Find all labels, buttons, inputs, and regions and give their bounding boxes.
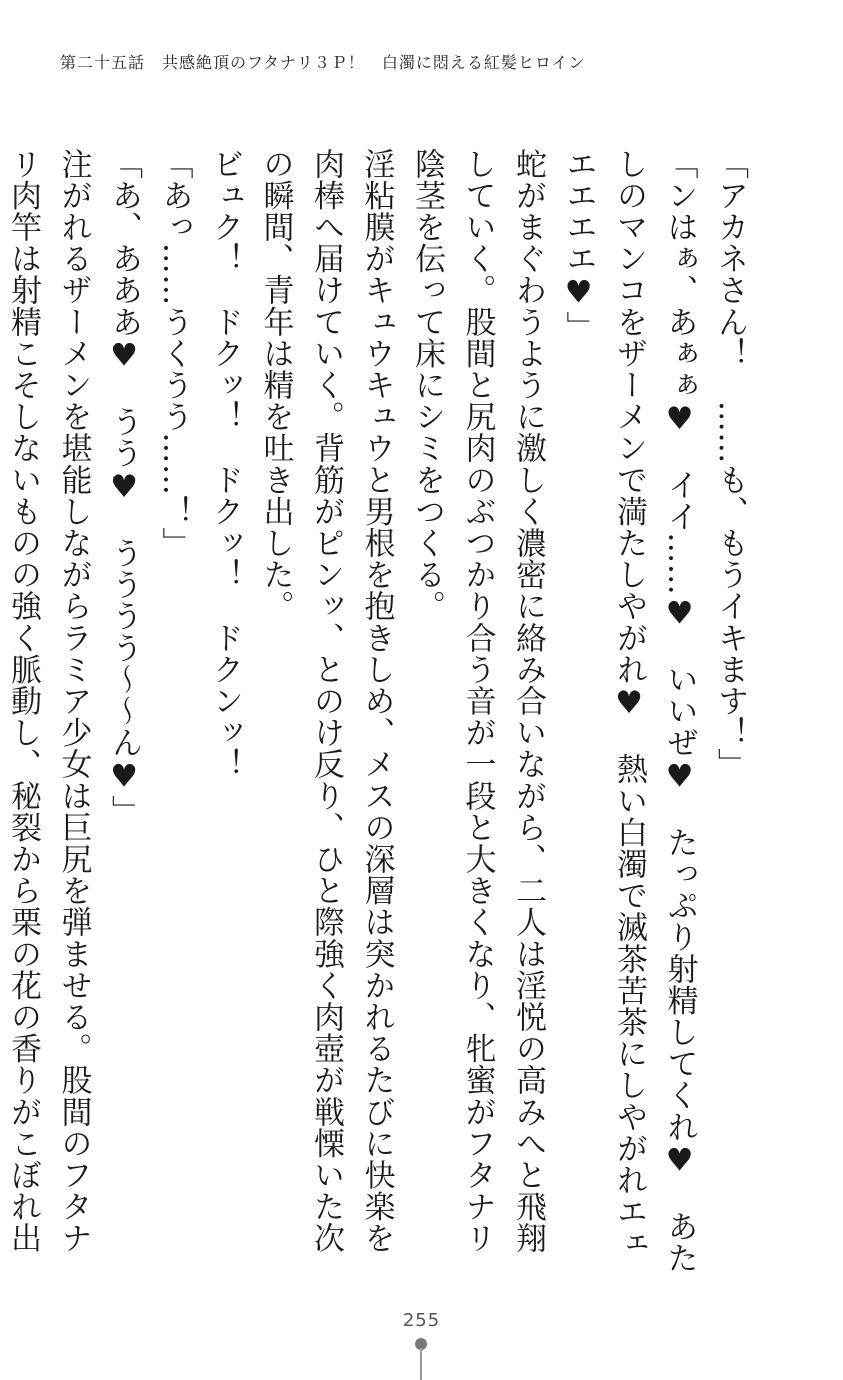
paragraph: 蛇がまぐわうように激しく濃密に絡み合いながら、二人は淫悦の高みへと飛翔していく。股間と尻肉のぶつかり合う音が一段と大きくなり、牝蜜がフタナリ陰茎を伝って床にシミをつくる。 (409, 148, 546, 1254)
running-header: 第二十五話 共感絶頂のフタナリ３Ｐ！ 白濁に悶える紅髪ヒロイン (60, 53, 586, 72)
paragraph: ビュク！ ドクッ！ ドクッ！ ドクンッ！ (207, 148, 243, 780)
paragraph: 「アカネさん！ ……も、もうイキます！」 (712, 148, 748, 780)
page-number: 255 (402, 1310, 441, 1331)
paragraph: 「あっ……うくうう……！」 (156, 148, 193, 559)
ornament-line (420, 1348, 422, 1380)
paragraph: 「あ、あああ♥ うう♥ うううう～～ん♥」 (106, 148, 142, 827)
vertical-body-text (5, 148, 755, 1278)
paragraph: 注がれるザーメンを堪能しながらラミア少女は巨尻を弾ませる。股間のフタナリ肉竿は射精こそしないものの強く脈動し、秘裂から栗の花の香りがこぼれ出 (5, 148, 92, 1254)
paragraph: 淫粘膜がキュウキュウと男根を抱きしめ、メスの深層は突かれるたびに快楽を肉棒へ届けていく。背筋がピンッ、とのけ反り、ひと際強く肉壺が戦慄いた次の瞬間、青年は精を吐き出した。 (257, 148, 395, 1254)
paragraph: 「ンはぁ、あぁぁ♥ イイ……♥ いいぜ♥ たっぷり射精してくれ♥ あたしのマンコをザーメンで満たしやがれ♥ 熱い白濁で滅茶苦茶にしやがれエェエエエエ♥」 (560, 148, 698, 1274)
